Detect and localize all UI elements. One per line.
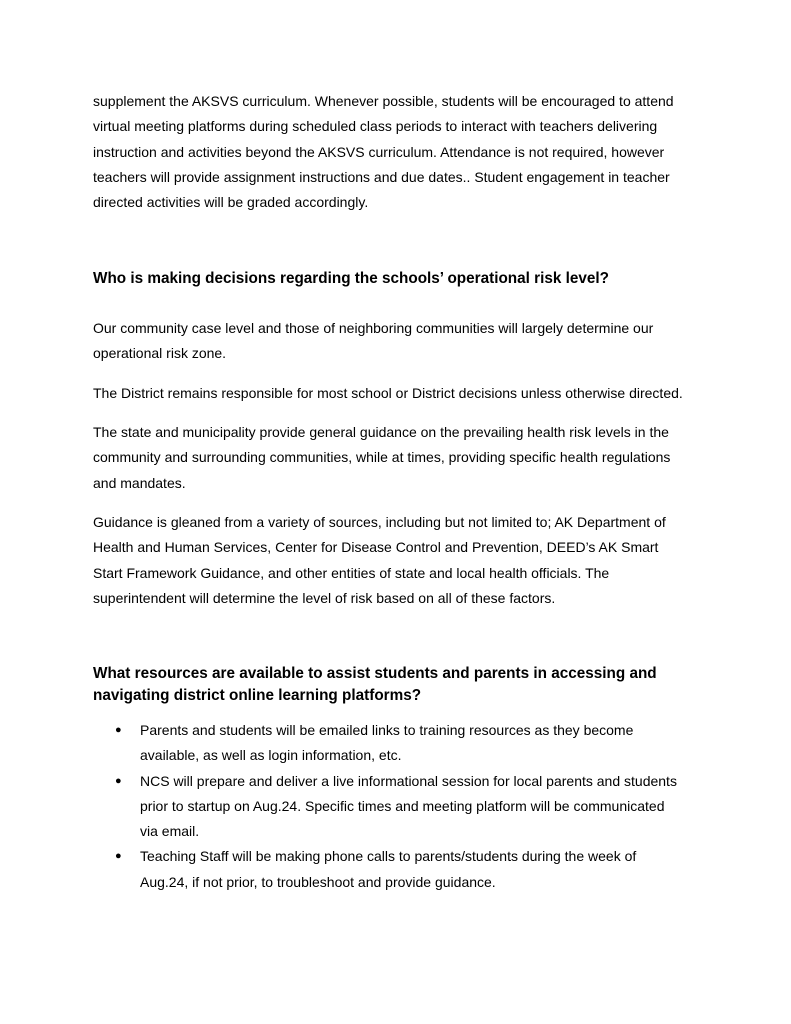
- heading-line: What resources are available to assist students and parents in accessing and: [93, 665, 657, 682]
- risk-paragraph-guidance: [93, 510, 703, 611]
- text-line: instruction and activities beyond the AKSVS curriculum. Attendance is not required, however: [93, 143, 665, 160]
- text-line: Teaching Staff will be making phone calls to parents/students during the week of: [140, 848, 637, 865]
- text-line: supplement the AKSVS curriculum. Whenever possible, students will be encouraged to attend: [93, 93, 674, 109]
- text-line: Parents and students will be emailed links to training resources as they become: [140, 722, 634, 738]
- text-line: superintendent will determine the level of risk based on all of these factors.: [93, 589, 556, 606]
- text-line: The District remains responsible for most school or District decisions unless otherwise directed.: [93, 385, 683, 401]
- text-line: community and surrounding communities, while at times, providing specific health regulations: [93, 449, 671, 466]
- resources-heading: [93, 663, 713, 707]
- text-line: Start Framework Guidance, and other entities of state and local health officials. The: [93, 564, 610, 581]
- intro-paragraph: [93, 89, 703, 215]
- text-line: teachers will provide assignment instructions and due dates.. Student engagement in teacher: [93, 168, 670, 185]
- risk-paragraph-state: [93, 420, 703, 496]
- bullet-icon: ●: [115, 724, 122, 736]
- risk-level-heading: Who is making decisions regarding the schools’ operational risk level?: [93, 270, 609, 287]
- text-line: operational risk zone.: [93, 345, 227, 362]
- text-line: The state and municipality provide general guidance on the prevailing health risk levels in the: [93, 424, 669, 440]
- text-line: NCS will prepare and deliver a live informational session for local parents and students: [140, 772, 677, 789]
- list-item: [93, 769, 713, 845]
- text-line: prior to startup on Aug.24. Specific times and meeting platform will be communicated: [140, 797, 665, 814]
- bullet-icon: ●: [115, 850, 122, 863]
- text-line: Guidance is gleaned from a variety of sources, including but not limited to; AK Department of: [93, 514, 666, 530]
- text-line: and mandates.: [93, 474, 186, 491]
- text-line: Health and Human Services, Center for Disease Control and Prevention, DEED’s AK Smart: [93, 539, 659, 556]
- risk-paragraph-district: [93, 381, 703, 406]
- text-line: Aug.24, if not prior, to troubleshoot and provide guidance.: [140, 873, 496, 890]
- resources-bullet-list: [93, 718, 713, 895]
- text-line: via email.: [140, 823, 200, 840]
- text-line: virtual meeting platforms during scheduled class periods to interact with teachers delivering: [93, 118, 658, 135]
- list-item: [93, 718, 713, 769]
- risk-paragraph-community: [93, 316, 703, 367]
- text-line: available, as well as login information, etc.: [140, 747, 402, 764]
- list-item: [93, 844, 713, 895]
- heading-line: navigating district online learning platforms?: [93, 687, 422, 704]
- text-line: Our community case level and those of neighboring communities will largely determine our: [93, 320, 654, 336]
- text-line: directed activities will be graded accordingly.: [93, 194, 369, 211]
- bullet-icon: ●: [115, 774, 122, 787]
